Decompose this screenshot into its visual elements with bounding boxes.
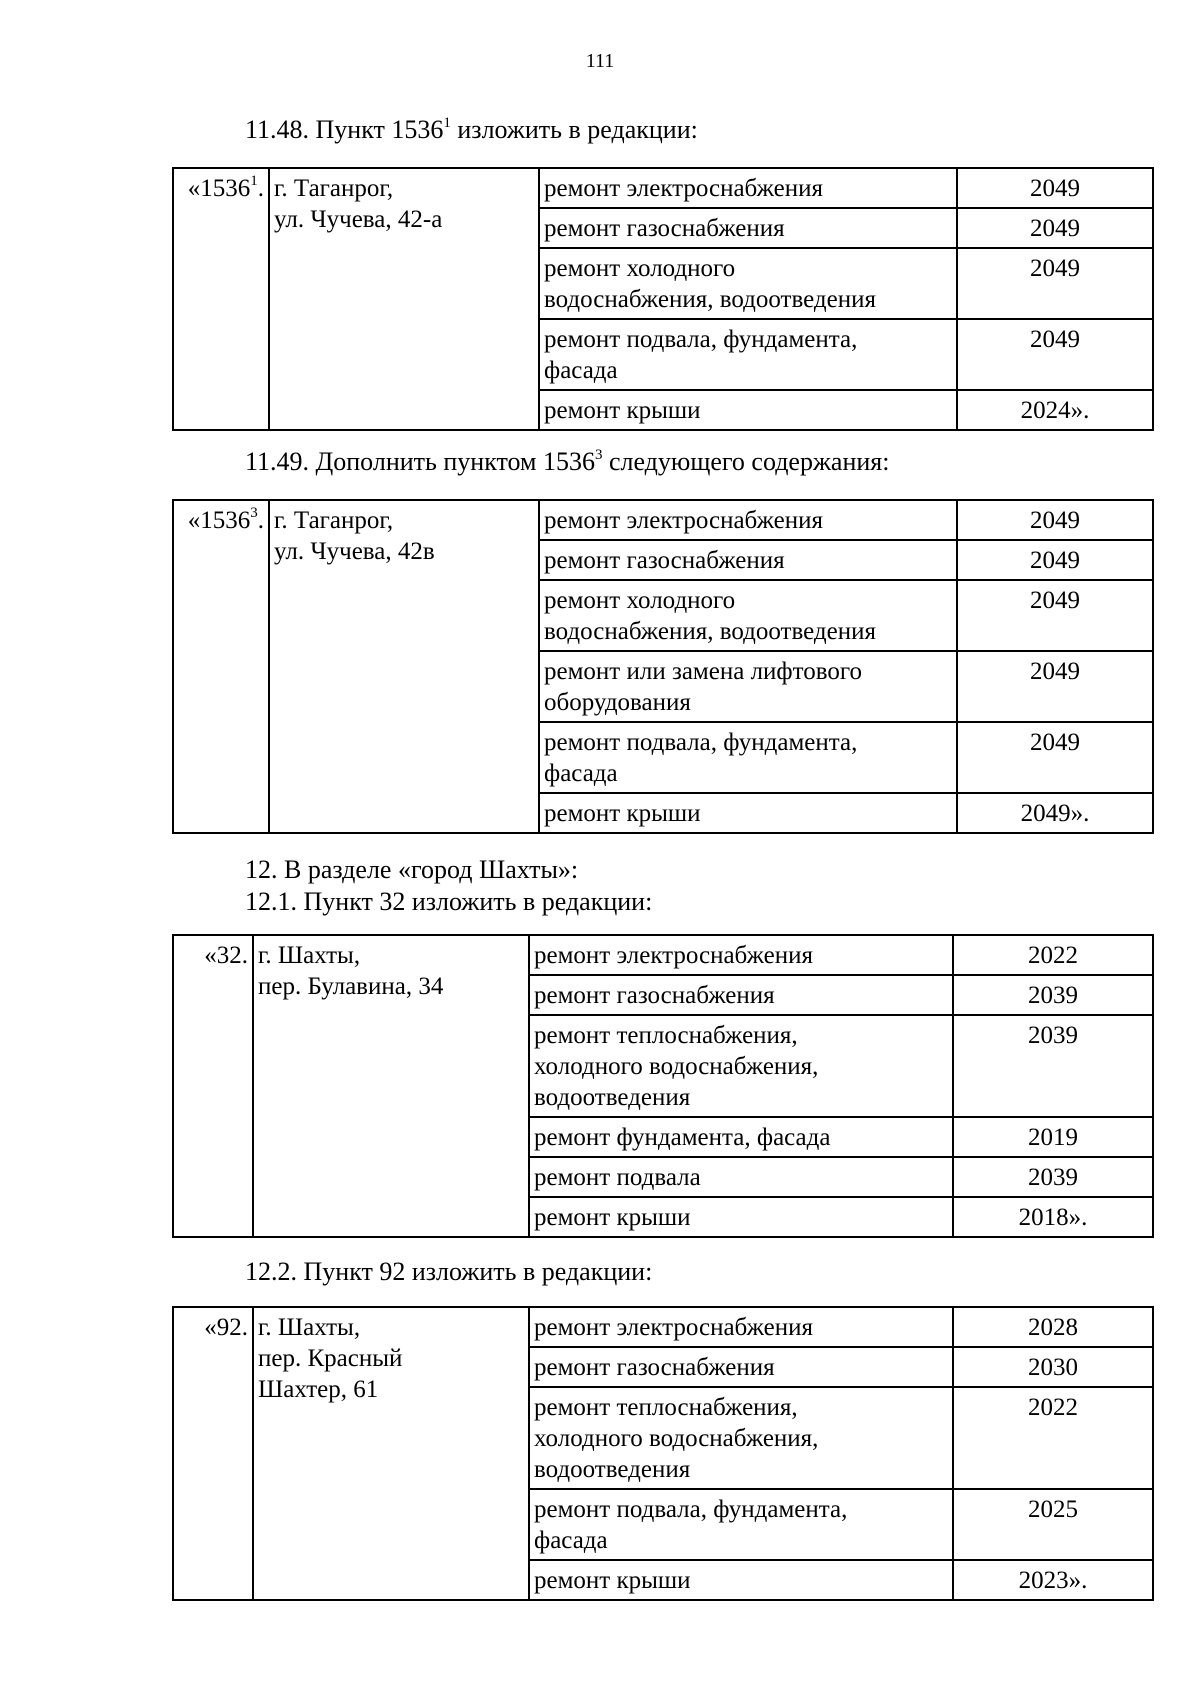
work-type: ремонт газоснабжения — [529, 975, 953, 1015]
section-heading-12: 12. В разделе «город Шахты»: — [245, 855, 579, 884]
work-type: ремонт подвала, фундамента, фасада — [539, 319, 957, 390]
work-year: 2028 — [953, 1307, 1153, 1347]
table-row — [173, 500, 1153, 540]
work-type: ремонт электроснабжения — [529, 1307, 953, 1347]
amendment-table-1536-3 — [172, 499, 1154, 834]
section-heading-12-1: 12.1. Пункт 32 изложить в редакции: — [245, 887, 653, 916]
work-year: 2049». — [957, 793, 1153, 833]
item-address: г. Таганрог, ул. Чучева, 42в — [269, 500, 539, 833]
item-number: «1536$^3$. — [173, 500, 269, 833]
page-number: 111 — [585, 50, 615, 72]
work-year: 2023». — [953, 1560, 1153, 1600]
work-type: ремонт или замена лифтового оборудования — [539, 651, 957, 722]
work-year: 2025 — [953, 1489, 1153, 1560]
section-heading-11-49: 11.49. Дополнить пунктом 1536$^3$ следующего содержания: — [245, 447, 890, 476]
table-row — [173, 168, 1153, 208]
work-year: 2018». — [953, 1197, 1153, 1237]
work-type: ремонт газоснабжения — [539, 540, 957, 580]
item-number: «32. — [173, 935, 253, 1237]
work-year: 2019 — [953, 1117, 1153, 1157]
work-year: 2049 — [957, 651, 1153, 722]
work-type: ремонт крыши — [529, 1197, 953, 1237]
work-year: 2049 — [957, 248, 1153, 319]
work-year: 2039 — [953, 1015, 1153, 1117]
work-year: 2049 — [957, 319, 1153, 390]
work-type: ремонт газоснабжения — [539, 208, 957, 248]
work-year: 2022 — [953, 1387, 1153, 1489]
work-year: 2039 — [953, 975, 1153, 1015]
work-type: ремонт электроснабжения — [539, 500, 957, 540]
work-year: 2049 — [957, 540, 1153, 580]
item-address: г. Шахты, пер. Красный Шахтер, 61 — [253, 1307, 529, 1600]
table-row — [173, 1307, 1153, 1347]
work-type: ремонт холодного водоснабжения, водоотведения — [539, 248, 957, 319]
work-type: ремонт электроснабжения — [529, 935, 953, 975]
work-year: 2039 — [953, 1157, 1153, 1197]
work-type: ремонт холодного водоснабжения, водоотведения — [539, 580, 957, 651]
work-year: 2049 — [957, 722, 1153, 793]
work-type: ремонт теплоснабжения, холодного водоснабжения, водоотведения — [529, 1015, 953, 1117]
amendment-table-32 — [172, 934, 1154, 1238]
section-heading-12-2: 12.2. Пункт 92 изложить в редакции: — [245, 1257, 653, 1286]
work-type: ремонт теплоснабжения, холодного водоснабжения, водоотведения — [529, 1387, 953, 1489]
work-type: ремонт электроснабжения — [539, 168, 957, 208]
work-type: ремонт газоснабжения — [529, 1347, 953, 1387]
item-number: «1536$^1$. — [173, 168, 269, 430]
work-type: ремонт подвала — [529, 1157, 953, 1197]
work-type: ремонт подвала, фундамента, фасада — [539, 722, 957, 793]
work-year: 2024». — [957, 390, 1153, 430]
work-year: 2049 — [957, 500, 1153, 540]
amendment-table-92 — [172, 1306, 1154, 1601]
work-year: 2049 — [957, 580, 1153, 651]
work-year: 2030 — [953, 1347, 1153, 1387]
table-row — [173, 935, 1153, 975]
work-type: ремонт фундамента, фасада — [529, 1117, 953, 1157]
work-type: ремонт подвала, фундамента, фасада — [529, 1489, 953, 1560]
item-number: «92. — [173, 1307, 253, 1600]
work-year: 2049 — [957, 208, 1153, 248]
work-type: ремонт крыши — [539, 793, 957, 833]
amendment-table-1536-1 — [172, 167, 1154, 431]
work-type: ремонт крыши — [539, 390, 957, 430]
work-type: ремонт крыши — [529, 1560, 953, 1600]
work-year: 2022 — [953, 935, 1153, 975]
work-year: 2049 — [957, 168, 1153, 208]
item-address: г. Шахты, пер. Булавина, 34 — [253, 935, 529, 1237]
item-address: г. Таганрог, ул. Чучева, 42-а — [269, 168, 539, 430]
section-heading-11-48: 11.48. Пункт 1536$^1$ изложить в редакции: — [245, 115, 698, 144]
